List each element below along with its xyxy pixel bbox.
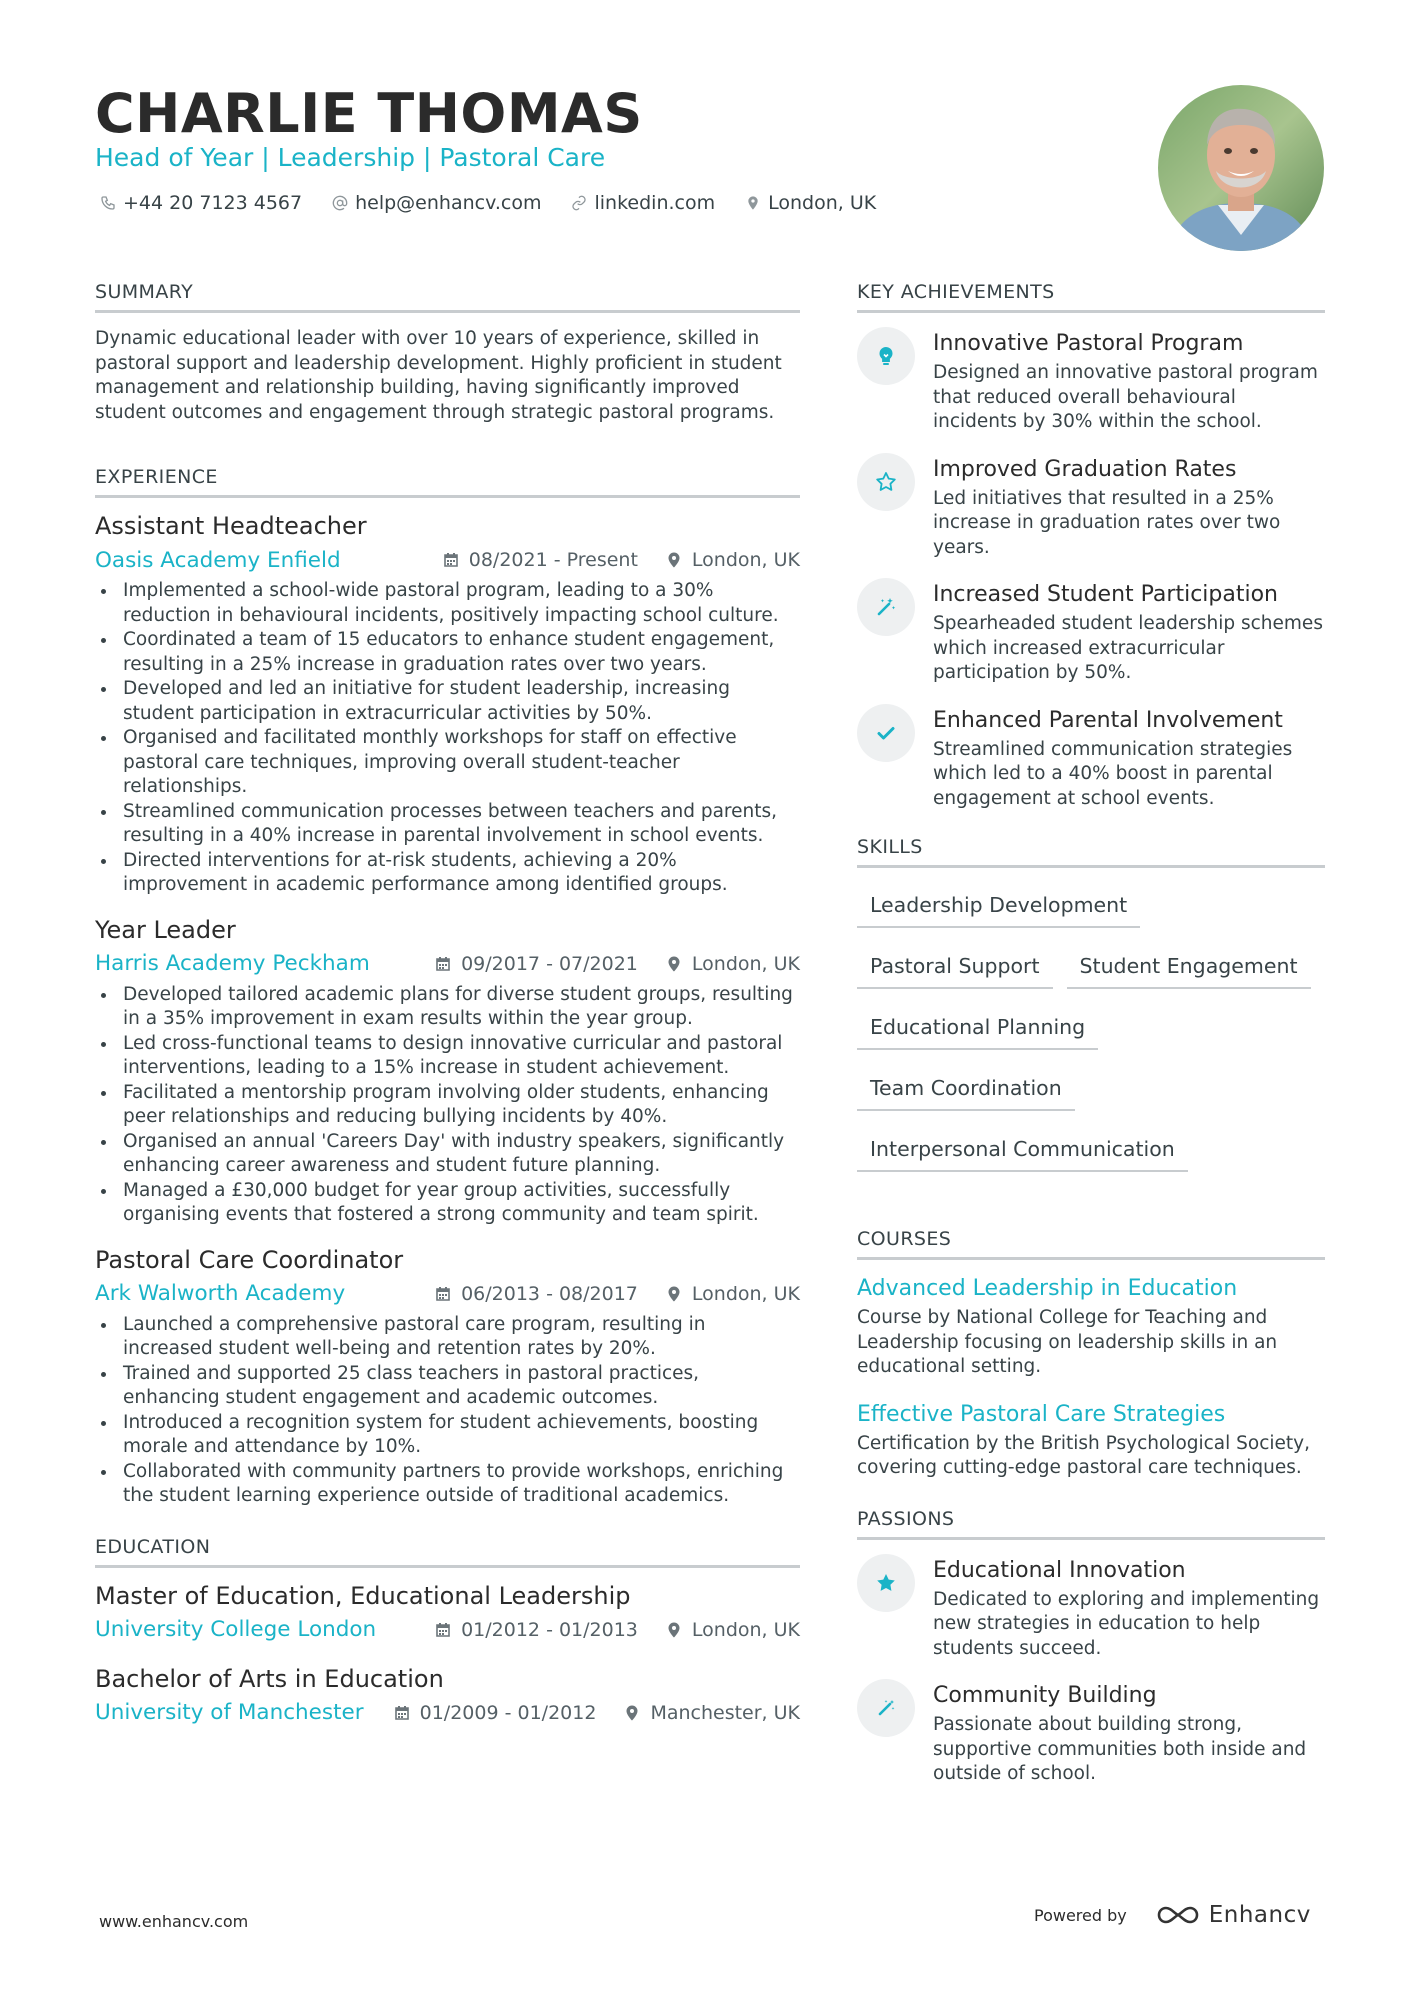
achievements-section [857, 278, 1325, 811]
summary-heading: SUMMARY [95, 278, 800, 313]
brand-name: Enhancv [1208, 1902, 1311, 1928]
phone-icon [100, 195, 116, 211]
role-location [666, 953, 800, 975]
role-dates [435, 953, 638, 975]
school-name: University College London [95, 1617, 377, 1642]
star-outline-icon [857, 453, 915, 511]
calendar-icon [443, 552, 459, 568]
contact-location [745, 189, 876, 217]
role-details [435, 953, 800, 975]
courses-heading: COURSES [857, 1225, 1325, 1260]
bullet-item: Coordinated a team of 15 educators to enhance student engagement, resulting in a 25% increase in graduation rates over two years. [95, 628, 800, 677]
location-text: London, UK [691, 952, 800, 975]
role-details [443, 549, 800, 571]
education-dates [435, 1619, 638, 1641]
passion-item [857, 1554, 1325, 1662]
map-pin-icon [666, 956, 682, 972]
company-name: Ark Walworth Academy [95, 1281, 346, 1306]
location-text: London, UK [691, 1618, 800, 1641]
skills-list [857, 880, 1325, 1185]
skill-tag: Educational Planning [857, 1002, 1098, 1050]
skill-tag: Student Engagement [1067, 941, 1311, 989]
bullet-item: Introduced a recognition system for student achievements, boosting morale and attendance by 10%. [95, 1411, 800, 1460]
map-pin-icon [666, 1622, 682, 1638]
achievement-title: Increased Student Participation [933, 582, 1278, 607]
bullet-item: Developed tailored academic plans for diverse student groups, resulting in a 35% improvement in exam results within the year group. [95, 983, 800, 1032]
education-item [95, 1580, 800, 1647]
skill-tag: Pastoral Support [857, 941, 1053, 989]
footer-website[interactable]: www.enhancv.com [99, 1912, 249, 1931]
right-column [857, 278, 1325, 1805]
education-details [435, 1619, 800, 1641]
passions-heading: PASSIONS [857, 1505, 1325, 1540]
summary-section [95, 278, 800, 425]
company-name: Harris Academy Peckham [95, 951, 370, 976]
achievement-title: Enhanced Parental Involvement [933, 707, 1283, 733]
skill-tag: Leadership Development [857, 880, 1140, 928]
company-name: Oasis Academy Enfield [95, 547, 341, 573]
passion-title: Educational Innovation [933, 1557, 1186, 1583]
course-title: Effective Pastoral Care Strategies [857, 1401, 1226, 1427]
education-dates [394, 1702, 597, 1724]
education-location [666, 1619, 800, 1641]
education-item [95, 1663, 800, 1730]
wand-icon [857, 1679, 915, 1737]
education-heading: EDUCATION [95, 1533, 800, 1568]
brand-logo[interactable] [1155, 1902, 1311, 1928]
bullet-item: Organised and facilitated monthly workshops for staff on effective pastoral care techniques, improving overall student-teacher relationships. [95, 726, 800, 800]
education-location [624, 1702, 800, 1724]
map-pin-icon [666, 552, 682, 568]
calendar-icon [394, 1705, 410, 1721]
location-text: London, UK [691, 1282, 800, 1305]
location-text: London, UK [768, 192, 877, 214]
experience-item [95, 510, 800, 898]
achievement-item [857, 578, 1325, 686]
course-description: Certification by the British Psychological Society, covering cutting-edge pastoral care techniques. [857, 1432, 1311, 1478]
course-item [857, 1272, 1325, 1380]
role-details [435, 1283, 800, 1305]
role-dates [443, 549, 638, 571]
achievement-item [857, 327, 1325, 435]
dates-text: 01/2012 - 01/2013 [461, 1618, 638, 1641]
bullet-item: Led cross-functional teams to design innovative curricular and pastoral interventions, leading to a 15% increase in student achievement. [95, 1032, 800, 1081]
skills-section [857, 833, 1325, 1185]
experience-item [95, 1244, 800, 1509]
bullet-item: Organised an annual 'Careers Day' with industry speakers, significantly enhancing career awareness and student future planning. [95, 1130, 800, 1179]
lightbulb-icon [857, 327, 915, 385]
role-location [666, 549, 800, 571]
role-dates [435, 1283, 638, 1305]
skill-tag: Interpersonal Communication [857, 1124, 1188, 1172]
passion-description: Dedicated to exploring and implementing new strategies in education to help students succeed. [933, 1588, 1320, 1659]
profile-photo [1158, 85, 1324, 251]
bullet-item: Trained and supported 25 class teachers in pastoral practices, enhancing student engagement and academic outcomes. [95, 1362, 800, 1411]
contact-email[interactable] [332, 189, 541, 217]
passion-item [857, 1679, 1325, 1787]
dates-text: 06/2013 - 08/2017 [461, 1282, 638, 1305]
left-column [95, 278, 800, 1746]
bullet-item: Launched a comprehensive pastoral care program, resulting in increased student well-being and retention rates by 20%. [95, 1313, 800, 1362]
dates-text: 09/2017 - 07/2021 [461, 952, 638, 975]
candidate-headline: Head of Year | Leadership | Pastoral Care [95, 143, 606, 172]
achievement-item [857, 453, 1325, 561]
passion-title: Community Building [933, 1683, 1157, 1708]
experience-item [95, 914, 800, 1228]
skill-tag: Team Coordination [857, 1063, 1075, 1111]
achievement-description: Streamlined communication strategies which led to a 40% boost in parental engagement at school events. [933, 738, 1293, 809]
dates-text: 08/2021 - Present [468, 549, 638, 571]
school-name: University of Manchester [95, 1700, 364, 1725]
course-item [857, 1398, 1325, 1481]
role-bullets [95, 1313, 800, 1509]
degree-title: Bachelor of Arts in Education [95, 1664, 444, 1693]
calendar-icon [435, 1622, 451, 1638]
education-section [95, 1533, 800, 1730]
linkedin-text: linkedin.com [594, 192, 716, 214]
bullet-item: Collaborated with community partners to provide workshops, enriching the student learning experience outside of traditional academics. [95, 1460, 800, 1509]
degree-title: Master of Education, Educational Leadership [95, 1581, 631, 1610]
education-meta [95, 1696, 800, 1730]
experience-section [95, 463, 800, 1509]
link-icon [571, 195, 587, 211]
role-meta [95, 1277, 800, 1311]
location-text: London, UK [691, 549, 800, 571]
checkmark-icon [857, 704, 915, 762]
achievement-description: Designed an innovative pastoral program that reduced overall behavioural incidents by 30% within the school. [933, 362, 1318, 432]
bullet-item: Implemented a school-wide pastoral program, leading to a 30% reduction in behavioural incidents, positively impacting school culture. [95, 579, 800, 628]
role-bullets [95, 983, 800, 1228]
skills-heading: SKILLS [857, 833, 1325, 868]
magic-wand-icon [857, 578, 915, 636]
achievement-description: Spearheaded student leadership schemes which increased extracurricular participation by 50%. [933, 613, 1323, 683]
email-text: help@enhancv.com [355, 192, 542, 214]
bullet-item: Directed interventions for at-risk students, achieving a 20% improvement in academic performance among identified groups. [95, 849, 800, 898]
candidate-name: CHARLIE THOMAS [95, 82, 643, 145]
role-bullets [95, 579, 800, 898]
contact-bar [100, 189, 906, 217]
achievement-title: Improved Graduation Rates [933, 456, 1237, 482]
star-icon [857, 1554, 915, 1612]
achievement-title: Innovative Pastoral Program [933, 331, 1244, 356]
location-text: Manchester, UK [650, 1701, 800, 1724]
enhancv-logo-icon [1155, 1903, 1201, 1927]
map-pin-icon [624, 1705, 640, 1721]
courses-section [857, 1225, 1325, 1481]
contact-phone[interactable] [100, 189, 302, 217]
role-meta [95, 543, 800, 577]
footer-powered-by [1034, 1902, 1311, 1928]
bullet-item: Developed and led an initiative for student leadership, increasing student participation in extracurricular activities by 50%. [95, 677, 800, 726]
course-title: Advanced Leadership in Education [857, 1276, 1238, 1301]
role-meta [95, 947, 800, 981]
passion-description: Passionate about building strong, supportive communities both inside and outside of school. [933, 1714, 1307, 1784]
achievement-description: Led initiatives that resulted in a 25% increase in graduation rates over two years. [933, 487, 1281, 558]
at-sign-icon [332, 195, 348, 211]
course-description: Course by National College for Teaching and Leadership focusing on leadership skills in an educational setting. [857, 1307, 1278, 1377]
phone-text: +44 20 7123 4567 [123, 192, 303, 214]
calendar-icon [435, 956, 451, 972]
experience-heading: EXPERIENCE [95, 463, 800, 498]
education-meta [95, 1613, 800, 1647]
bullet-item: Facilitated a mentorship program involving older students, enhancing peer relationships and reducing bullying incidents by 40%. [95, 1081, 800, 1130]
bullet-item: Managed a £30,000 budget for year group activities, successfully organising events that fostered a strong community and team spirit. [95, 1179, 800, 1228]
role-title: Assistant Headteacher [95, 512, 367, 540]
role-title: Year Leader [95, 915, 236, 944]
role-location [666, 1283, 800, 1305]
summary-text: Dynamic educational leader with over 10 years of experience, skilled in pastoral support and leadership development. Highly proficient in student management and relationship building, having significantly improved student outcomes and engagement through strategic pastoral programs. [95, 328, 782, 423]
bullet-item: Streamlined communication processes between teachers and parents, resulting in a 40% increase in parental involvement in school events. [95, 800, 800, 849]
map-pin-icon [666, 1286, 682, 1302]
dates-text: 01/2009 - 01/2012 [419, 1701, 597, 1724]
role-title: Pastoral Care Coordinator [95, 1245, 404, 1274]
map-pin-icon [745, 195, 761, 211]
passions-section [857, 1505, 1325, 1787]
contact-linkedin[interactable] [571, 189, 715, 217]
achievement-item [857, 704, 1325, 812]
achievements-heading: KEY ACHIEVEMENTS [857, 278, 1325, 313]
calendar-icon [435, 1286, 451, 1302]
education-details [394, 1702, 800, 1724]
powered-by-text: Powered by [1034, 1905, 1127, 1925]
